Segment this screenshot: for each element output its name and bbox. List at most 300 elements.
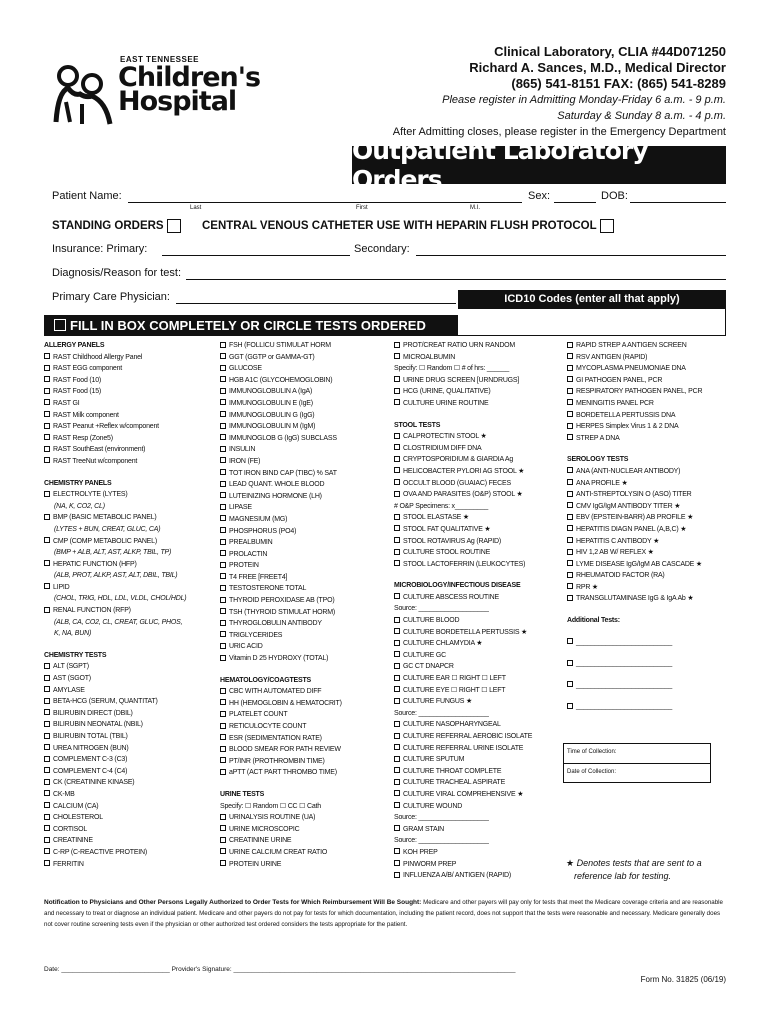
test-checkbox[interactable] [567,399,573,405]
test-checkbox[interactable] [44,767,50,773]
test-checkbox[interactable] [220,746,226,752]
secondary-insurance-field[interactable] [416,243,726,256]
test-checkbox[interactable] [44,802,50,808]
test-item[interactable] [220,444,390,456]
test-checkbox[interactable] [567,537,573,543]
signature-line[interactable]: Date: ______________________________ Provider's Signature: ______________________________________________________________________________ [44,966,516,973]
test-checkbox[interactable] [394,779,400,785]
test-checkbox[interactable] [220,411,226,417]
test-checkbox[interactable] [44,537,50,543]
test-item[interactable] [44,536,214,548]
test-item[interactable] [220,526,390,538]
test-checkbox[interactable] [567,388,573,394]
test-checkbox[interactable] [220,597,226,603]
test-checkbox[interactable] [44,860,50,866]
test-item[interactable] [220,479,390,491]
test-item[interactable] [220,560,390,572]
sex-field[interactable] [554,190,596,203]
test-item[interactable] [44,363,214,375]
test-checkbox[interactable] [44,411,50,417]
test-checkbox[interactable] [394,456,400,462]
test-checkbox[interactable] [567,703,573,709]
test-item[interactable] [394,789,564,801]
test-checkbox[interactable] [567,479,573,485]
test-checkbox[interactable] [44,848,50,854]
test-checkbox[interactable] [220,562,226,568]
test-checkbox[interactable] [220,527,226,533]
test-checkbox[interactable] [220,643,226,649]
test-checkbox[interactable] [394,640,400,646]
test-checkbox[interactable] [220,734,226,740]
test-item[interactable] [220,847,390,859]
test-checkbox[interactable] [220,399,226,405]
test-checkbox[interactable] [220,757,226,763]
test-checkbox[interactable] [394,860,400,866]
test-checkbox[interactable] [44,756,50,762]
standing-orders-checkbox[interactable] [167,219,181,233]
test-checkbox[interactable] [567,549,573,555]
test-checkbox[interactable] [44,388,50,394]
test-item[interactable] [44,708,214,720]
specify-line[interactable]: # O&P Specimens: x_________ [394,502,489,510]
test-item[interactable] [567,536,727,548]
test-checkbox[interactable] [567,660,573,666]
test-checkbox[interactable] [394,628,400,634]
test-checkbox[interactable] [394,744,400,750]
test-checkbox[interactable] [44,709,50,715]
test-checkbox[interactable] [220,515,226,521]
test-checkbox[interactable] [220,711,226,717]
test-checkbox[interactable] [220,631,226,637]
test-checkbox[interactable] [220,550,226,556]
test-checkbox[interactable] [394,479,400,485]
test-checkbox[interactable] [220,825,226,831]
test-item[interactable] [567,386,727,398]
test-checkbox[interactable] [44,560,50,566]
test-label: HIV 1,2 AB W/ REFLEX ★ [576,549,654,557]
test-checkbox[interactable] [394,399,400,405]
test-item[interactable] [567,512,727,524]
test-item[interactable] [220,835,390,847]
test-checkbox[interactable] [567,681,573,687]
test-item[interactable] [394,559,564,571]
dob-field[interactable] [630,190,726,203]
test-checkbox[interactable] [220,814,226,820]
test-checkbox[interactable] [394,549,400,555]
test-checkbox[interactable] [44,698,50,704]
test-checkbox[interactable] [44,491,50,497]
test-checkbox[interactable] [394,686,400,692]
test-checkbox[interactable] [394,388,400,394]
test-label: HEPATITIS DIAGN PANEL (A,B,C) ★ [576,525,687,533]
test-checkbox[interactable] [567,467,573,473]
test-checkbox[interactable] [567,491,573,497]
test-checkbox[interactable] [567,365,573,371]
test-item[interactable] [220,733,390,745]
test-checkbox[interactable] [394,433,400,439]
test-checkbox[interactable] [44,663,50,669]
test-checkbox[interactable] [394,790,400,796]
test-item[interactable] [220,352,390,364]
test-checkbox[interactable] [220,469,226,475]
test-item[interactable] [394,731,564,743]
test-item[interactable] [567,701,727,713]
test-item[interactable] [567,352,727,364]
test-checkbox[interactable] [220,446,226,452]
test-checkbox[interactable] [394,376,400,382]
test-checkbox[interactable] [567,434,573,440]
test-item[interactable] [220,824,390,836]
test-item[interactable] [220,859,390,871]
test-checkbox[interactable] [394,675,400,681]
test-item[interactable] [394,650,564,662]
test-item[interactable] [394,824,564,836]
test-item[interactable] [394,766,564,778]
test-checkbox[interactable] [44,423,50,429]
test-checkbox[interactable] [220,699,226,705]
test-item[interactable] [394,431,564,443]
test-item[interactable] [394,638,564,650]
test-checkbox[interactable] [394,872,400,878]
test-item[interactable] [567,637,727,649]
test-checkbox[interactable] [44,514,50,520]
test-checkbox[interactable] [220,423,226,429]
test-item[interactable] [44,789,214,801]
test-item[interactable] [394,398,564,410]
test-checkbox[interactable] [394,802,400,808]
test-item[interactable] [394,466,564,478]
test-checkbox[interactable] [394,537,400,543]
test-item[interactable] [220,756,390,768]
test-item[interactable] [44,835,214,847]
test-item[interactable] [567,593,727,605]
test-item[interactable] [567,559,727,571]
test-checkbox[interactable] [44,779,50,785]
after-hours-note: After Admitting closes, please register in the Emergency Department [392,126,726,138]
test-item[interactable] [220,686,390,698]
test-checkbox[interactable] [220,860,226,866]
test-item[interactable] [394,615,564,627]
test-item[interactable] [220,549,390,561]
test-item[interactable] [394,777,564,789]
test-checkbox[interactable] [220,504,226,510]
test-item[interactable] [220,491,390,503]
test-item[interactable] [394,847,564,859]
test-checkbox[interactable] [44,376,50,382]
test-item[interactable] [44,719,214,731]
test-checkbox[interactable] [44,721,50,727]
pcp-field[interactable] [176,291,456,304]
test-item[interactable] [567,421,727,433]
test-checkbox[interactable] [567,411,573,417]
test-item[interactable] [44,847,214,859]
test-item[interactable] [220,572,390,584]
test-checkbox[interactable] [394,525,400,531]
test-checkbox[interactable] [44,446,50,452]
test-item[interactable] [394,512,564,524]
test-item[interactable] [394,443,564,455]
test-item[interactable] [394,454,564,466]
test-item[interactable] [567,340,727,352]
test-item[interactable] [44,375,214,387]
test-item[interactable] [44,696,214,708]
test-item[interactable] [44,766,214,778]
test-item[interactable] [567,680,727,692]
test-item[interactable] [394,661,564,673]
test-item[interactable] [394,536,564,548]
test-checkbox[interactable] [220,769,226,775]
test-checkbox[interactable] [567,583,573,589]
test-checkbox[interactable] [44,675,50,681]
test-item[interactable] [220,709,390,721]
test-checkbox[interactable] [220,608,226,614]
test-item[interactable] [220,514,390,526]
test-checkbox[interactable] [44,457,50,463]
test-item[interactable] [44,754,214,766]
cvc-checkbox[interactable] [600,219,614,233]
test-checkbox[interactable] [394,767,400,773]
test-item[interactable] [220,641,390,653]
test-checkbox[interactable] [394,733,400,739]
test-item[interactable] [394,627,564,639]
test-checkbox[interactable] [567,353,573,359]
test-item[interactable] [220,698,390,710]
test-checkbox[interactable] [394,514,400,520]
test-checkbox[interactable] [220,655,226,661]
test-checkbox[interactable] [44,434,50,440]
test-checkbox[interactable] [567,502,573,508]
test-checkbox[interactable] [567,342,573,348]
test-item[interactable] [394,524,564,536]
test-checkbox[interactable] [394,593,400,599]
test-item[interactable] [567,489,727,501]
test-item[interactable] [220,630,390,642]
test-checkbox[interactable] [44,607,50,613]
test-checkbox[interactable] [567,376,573,382]
test-item[interactable] [220,721,390,733]
test-item[interactable] [220,607,390,619]
test-item[interactable] [394,673,564,685]
test-checkbox[interactable] [220,342,226,348]
test-item[interactable] [44,489,214,501]
specify-line[interactable]: Specify: ☐ Random ☐ # of hrs: ______ [394,365,510,373]
test-item[interactable] [44,456,214,468]
test-item[interactable] [567,501,727,513]
test-item[interactable] [44,512,214,524]
test-checkbox[interactable] [220,481,226,487]
test-item[interactable] [44,582,214,594]
test-checkbox[interactable] [44,686,50,692]
test-item[interactable] [394,696,564,708]
test-checkbox[interactable] [394,560,400,566]
test-checkbox[interactable] [220,492,226,498]
test-item[interactable] [220,340,390,352]
test-item[interactable] [220,502,390,514]
test-item[interactable] [567,433,727,445]
test-checkbox[interactable] [394,825,400,831]
test-item[interactable] [220,398,390,410]
test-checkbox[interactable] [394,444,400,450]
test-item[interactable] [220,767,390,779]
specify-line[interactable]: Source: ___________________ [394,605,489,613]
test-item[interactable] [220,468,390,480]
test-item[interactable] [567,658,727,670]
test-item[interactable] [44,352,214,364]
test-item[interactable] [567,478,727,490]
test-item[interactable] [567,363,727,375]
test-item[interactable] [394,592,564,604]
test-checkbox[interactable] [44,583,50,589]
diagnosis-field[interactable] [186,267,726,280]
test-checkbox[interactable] [220,837,226,843]
test-checkbox[interactable] [220,848,226,854]
test-item[interactable] [44,812,214,824]
test-checkbox[interactable] [220,573,226,579]
test-item[interactable] [44,673,214,685]
test-item[interactable] [220,375,390,387]
test-checkbox[interactable] [44,837,50,843]
test-item[interactable] [220,595,390,607]
test-item[interactable] [394,340,564,352]
specify-line[interactable]: Source: ___________________ [394,837,489,845]
test-checkbox[interactable] [44,814,50,820]
test-checkbox[interactable] [394,663,400,669]
test-item[interactable] [44,444,214,456]
test-item[interactable] [44,859,214,871]
test-item[interactable] [567,466,727,478]
test-item[interactable] [394,685,564,697]
test-item[interactable] [44,433,214,445]
specify-line[interactable]: Specify: ☐ Random ☐ CC ☐ Cath [220,802,321,810]
test-item[interactable] [567,398,727,410]
test-checkbox[interactable] [394,617,400,623]
test-item[interactable] [44,777,214,789]
test-checkbox[interactable] [567,572,573,578]
test-item[interactable] [220,363,390,375]
test-checkbox[interactable] [567,638,573,644]
test-checkbox[interactable] [220,457,226,463]
test-item[interactable] [567,582,727,594]
test-checkbox[interactable] [394,651,400,657]
test-item[interactable] [44,386,214,398]
test-checkbox[interactable] [567,423,573,429]
test-checkbox[interactable] [394,467,400,473]
test-checkbox[interactable] [220,539,226,545]
primary-insurance-field[interactable] [162,243,350,256]
test-item[interactable] [44,410,214,422]
test-label: BORDETELLA PERTUSSIS DNA [576,411,676,419]
specify-line[interactable]: Source: ___________________ [394,709,489,717]
test-checkbox[interactable] [44,825,50,831]
test-item[interactable] [394,478,564,490]
test-checkbox[interactable] [220,723,226,729]
test-item[interactable] [220,744,390,756]
test-item[interactable] [394,859,564,871]
specify-line[interactable]: Source: ___________________ [394,814,489,822]
test-checkbox[interactable] [394,491,400,497]
test-item[interactable] [567,375,727,387]
test-item[interactable] [567,547,727,559]
test-checkbox[interactable] [394,756,400,762]
test-item[interactable] [220,812,390,824]
test-checkbox[interactable] [44,365,50,371]
icd10-entry-area[interactable] [458,308,726,335]
test-checkbox[interactable] [220,434,226,440]
patient-name-field[interactable] [128,190,522,203]
test-item[interactable] [44,398,214,410]
test-checkbox[interactable] [394,848,400,854]
test-item[interactable] [220,433,390,445]
test-item[interactable] [394,754,564,766]
test-item[interactable] [394,719,564,731]
test-item[interactable] [394,547,564,559]
test-item[interactable] [394,801,564,813]
test-checkbox[interactable] [394,353,400,359]
test-checkbox[interactable] [220,688,226,694]
test-item[interactable] [220,386,390,398]
test-checkbox[interactable] [567,514,573,520]
test-item[interactable] [394,375,564,387]
test-item[interactable] [567,524,727,536]
test-label: CULTURE THROAT COMPLETE [403,767,502,775]
test-item[interactable] [44,801,214,813]
test-label: IMMUNOGLOBULIN E (IgE) [229,399,313,407]
test-checkbox[interactable] [44,744,50,750]
test-item[interactable] [220,410,390,422]
test-checkbox[interactable] [567,560,573,566]
test-checkbox[interactable] [394,721,400,727]
test-item[interactable] [220,583,390,595]
test-item[interactable] [44,661,214,673]
test-item[interactable] [394,743,564,755]
test-checkbox[interactable] [44,790,50,796]
test-checkbox[interactable] [220,365,226,371]
test-checkbox[interactable] [394,342,400,348]
test-item[interactable] [44,731,214,743]
test-checkbox[interactable] [220,388,226,394]
collection-time-field[interactable] [564,744,710,764]
test-item[interactable] [220,537,390,549]
test-item[interactable] [44,824,214,836]
test-item[interactable] [44,685,214,697]
test-checkbox[interactable] [567,595,573,601]
test-item[interactable] [394,489,564,501]
test-checkbox[interactable] [44,353,50,359]
test-item[interactable] [220,653,390,665]
test-item[interactable] [394,870,564,882]
test-checkbox[interactable] [567,525,573,531]
test-item[interactable] [220,421,390,433]
test-item[interactable] [44,743,214,755]
test-item[interactable] [220,618,390,630]
test-checkbox[interactable] [220,585,226,591]
test-checkbox[interactable] [220,376,226,382]
test-checkbox[interactable] [220,620,226,626]
test-checkbox[interactable] [394,698,400,704]
test-item[interactable] [44,421,214,433]
test-item[interactable] [44,605,214,617]
collection-date-field[interactable] [564,764,710,780]
test-item[interactable] [44,559,214,571]
test-item[interactable] [394,386,564,398]
test-item[interactable] [220,456,390,468]
test-item[interactable] [567,570,727,582]
test-checkbox[interactable] [44,399,50,405]
test-item[interactable] [567,410,727,422]
test-checkbox[interactable] [44,733,50,739]
test-checkbox[interactable] [220,353,226,359]
test-item[interactable] [394,352,564,364]
